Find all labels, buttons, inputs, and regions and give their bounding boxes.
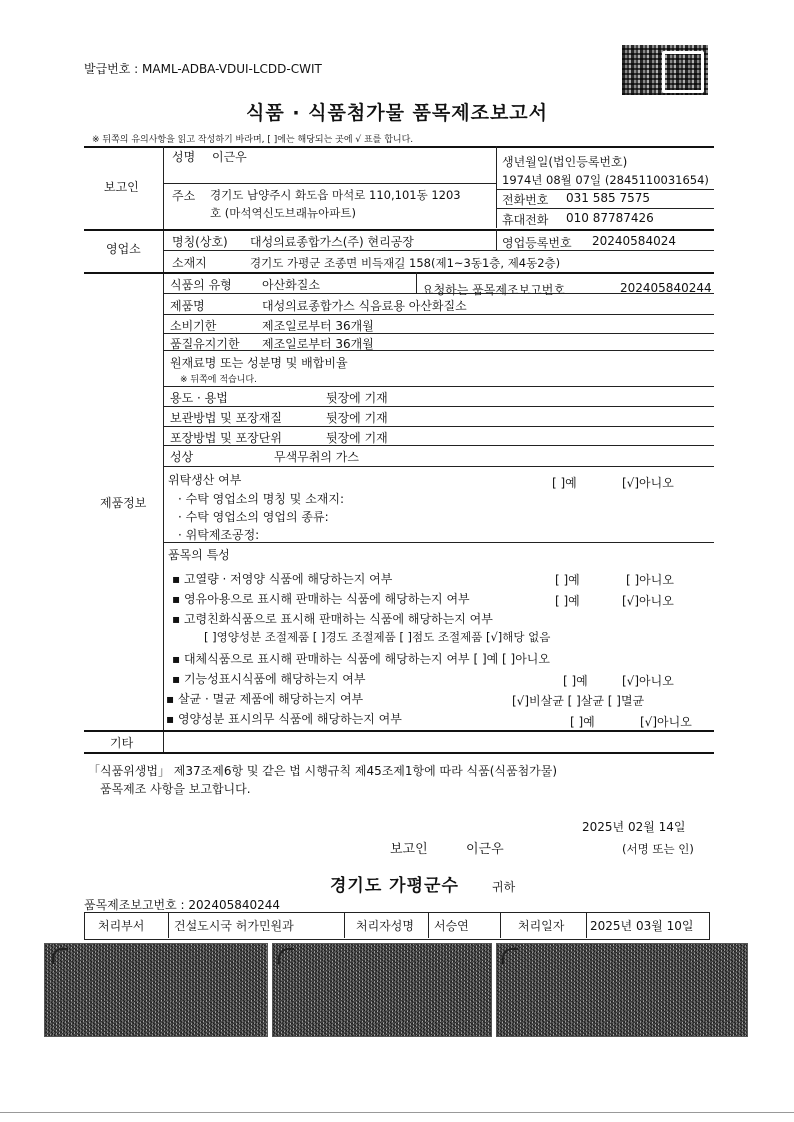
consignment-sub2: · 수탁 영업소의 영업의 종류: <box>178 510 329 524</box>
product-name-label: 제품명 <box>170 299 205 313</box>
corner-mark-3 <box>502 948 518 964</box>
prod-rule-3 <box>163 333 714 334</box>
security-pattern-3 <box>496 943 748 1037</box>
processing-date: 2025년 03월 10일 <box>590 919 694 933</box>
signer-name: 이근우 <box>466 842 504 857</box>
feature-infant: ▪ 영유아용으로 표시해 판매하는 식품에 해당하는지 여부 <box>172 592 470 606</box>
addressee-suffix: 귀하 <box>492 880 516 894</box>
issue-number: 발급번호 : MAML-ADBA-VDUI-LCDD-CWIT <box>84 62 322 76</box>
etc-label: 기타 <box>110 736 134 750</box>
type-divider <box>416 272 417 293</box>
section-rule-business <box>84 229 714 231</box>
use-label: 용도 · 용법 <box>170 391 228 405</box>
signer-label: 보고인 <box>390 842 428 857</box>
report-date: 2025년 02월 14일 <box>582 820 686 834</box>
storage-label: 보관방법 및 포장재질 <box>170 411 282 425</box>
phone-value: 031 585 7575 <box>566 191 650 205</box>
expiry-value: 제조일로부터 36개월 <box>262 319 374 333</box>
business-section-label: 영업소 <box>106 242 141 256</box>
business-row-rule <box>163 250 714 251</box>
consignment-yes: [ ]예 <box>552 476 577 490</box>
requested-number-value: 202405840244 <box>620 281 712 295</box>
processing-dept: 건설도시국 허가민원과 <box>174 919 294 933</box>
product-name-value: 대성의료종합가스 식음료용 아산화질소 <box>262 299 467 313</box>
address-line1: 경기도 남양주시 화도읍 마석로 110,101동 1203 <box>210 188 461 202</box>
statement-line2: 품목제조 사항을 보고합니다. <box>100 782 251 796</box>
processing-person-label: 처리자성명 <box>356 919 414 933</box>
business-name-label: 명칭(상호) <box>172 235 228 249</box>
quality-label: 품질유지기한 <box>170 337 240 351</box>
regno-value: 20240584024 <box>592 234 676 248</box>
location-value: 경기도 가평군 조종면 비득재길 158(제1~3동1층, 제4동2층) <box>250 256 561 270</box>
statement-line1: 「식품위생법」 제37조제6항 및 같은 법 시행규칙 제45조제1항에 따라 식품(식품첨가물) <box>88 764 558 778</box>
prod-rule-2 <box>163 314 714 315</box>
proc-div-1 <box>168 912 169 938</box>
signature-note: (서명 또는 인) <box>622 842 694 856</box>
page-title: 식품 · 식품첨가물 품목제조보고서 <box>246 102 549 124</box>
food-type-label: 식품의 유형 <box>170 278 232 292</box>
document-code-stamp <box>622 45 708 95</box>
features-label: 품목의 특성 <box>168 548 230 562</box>
corner-mark-1 <box>52 948 68 964</box>
food-type-value: 아산화질소 <box>262 278 320 292</box>
feature-sterilization: ▪ 살균 · 멸균 제품에 해당하는지 여부 <box>166 692 364 706</box>
use-value: 뒷장에 기재 <box>326 391 388 405</box>
requested-number-label: 요청하는 품목제조보고번호 <box>422 283 565 297</box>
property-value: 무색무취의 가스 <box>274 450 359 464</box>
mobile-value: 010 87787426 <box>566 211 654 225</box>
security-pattern-1 <box>44 943 268 1037</box>
feature-functional-yes: [ ]예 <box>563 674 588 688</box>
prod-rule-1 <box>163 293 714 294</box>
corner-mark-2 <box>278 948 294 964</box>
feature-nutrition-yes: [ ]예 <box>570 715 595 729</box>
consignment-label: 위탁생산 여부 <box>168 473 242 487</box>
reporter-divider <box>496 146 497 228</box>
location-label: 소재지 <box>172 256 207 270</box>
feature-infant-yes: [ ]예 <box>555 594 580 608</box>
section-rule-product <box>84 272 714 274</box>
prod-rule-4 <box>163 350 714 351</box>
proc-div-3 <box>428 912 429 938</box>
processing-date-label: 처리일자 <box>518 919 565 933</box>
feature-nutrition: ▪ 영양성분 표시의무 식품에 해당하는지 여부 <box>166 712 402 726</box>
regno-label: 영업등록번호 <box>502 236 572 250</box>
reporter-section-label: 보고인 <box>104 180 139 194</box>
reporter-name: 이근우 <box>212 150 247 164</box>
feature-high-calorie-yes: [ ]예 <box>555 573 580 587</box>
addressee: 경기도 가평군수 <box>330 876 459 896</box>
birth-value: 1974년 08월 07일 (2845110031654) <box>502 173 709 187</box>
mobile-row-rule <box>496 208 714 209</box>
mobile-label: 휴대전화 <box>502 213 549 227</box>
proc-div-4 <box>500 912 501 938</box>
address-label: 주소 <box>172 189 196 203</box>
packing-label: 포장방법 및 포장단위 <box>170 431 282 445</box>
table-label-divider <box>163 146 164 752</box>
business-name: 대성의료종합가스(주) 현리공장 <box>250 235 414 249</box>
consignment-no: [√]아니오 <box>622 476 674 490</box>
expiry-label: 소비기한 <box>170 319 217 333</box>
property-label: 성상 <box>170 450 194 464</box>
prod-rule-8 <box>163 445 714 446</box>
phone-row-rule <box>496 189 714 190</box>
ingredients-label: 원재료명 또는 성분명 및 배합비율 <box>170 356 348 370</box>
feature-functional: ▪ 기능성표시식품에 해당하는지 여부 <box>172 672 366 686</box>
reporter-row-rule <box>163 183 497 184</box>
feature-functional-no: [√]아니오 <box>622 674 674 688</box>
storage-value: 뒷장에 기재 <box>326 411 388 425</box>
proc-div-2 <box>344 912 345 938</box>
processing-dept-label: 처리부서 <box>98 919 145 933</box>
feature-high-calorie-no: [ ]아니오 <box>626 573 674 587</box>
prod-rule-6 <box>163 406 714 407</box>
table-bottom-rule <box>84 752 714 754</box>
prod-rule-9 <box>163 466 714 467</box>
quality-value: 제조일로부터 36개월 <box>262 337 374 351</box>
prod-rule-7 <box>163 426 714 427</box>
ingredients-note: ※ 뒤쪽에 적습니다. <box>180 375 257 385</box>
feature-senior: ▪ 고령친화식품으로 표시해 판매하는 식품에 해당하는지 여부 <box>172 612 493 626</box>
feature-sterilization-options: [√]비살균 [ ]살균 [ ]멸균 <box>512 694 645 708</box>
prod-rule-5 <box>163 386 714 387</box>
address-line2: 호 (마석역신도브래뉴아파트) <box>210 206 356 220</box>
consignment-sub1: · 수탁 영업소의 명칭 및 소재지: <box>178 492 345 506</box>
report-number: 품목제조보고번호 : 202405840244 <box>84 898 281 912</box>
notice-text: ※ 뒤쪽의 유의사항을 읽고 작성하기 바라며, [ ]에는 해당되는 곳에 √ 표를 합니다. <box>92 135 414 145</box>
processing-person: 서승연 <box>434 919 469 933</box>
phone-label: 전화번호 <box>502 193 549 207</box>
feature-alternative: ▪ 대체식품으로 표시해 판매하는 식품에 해당하는지 여부 [ ]예 [ ]아니오 <box>172 652 550 666</box>
scan-edge-line <box>0 1112 794 1113</box>
proc-div-5 <box>586 912 587 938</box>
feature-nutrition-no: [√]아니오 <box>640 715 692 729</box>
product-section-label: 제품정보 <box>100 496 147 510</box>
feature-senior-options: [ ]영양성분 조절제품 [ ]경도 조절제품 [ ]점도 조절제품 [√]해당 없음 <box>204 630 551 644</box>
birth-label: 생년월일(법인등록번호) <box>502 155 628 169</box>
consignment-sub3: · 위탁제조공정: <box>178 528 260 542</box>
section-rule-etc <box>84 730 714 732</box>
prod-rule-10 <box>163 542 714 543</box>
feature-high-calorie: ▪ 고열량 · 저영양 식품에 해당하는지 여부 <box>172 572 393 586</box>
packing-value: 뒷장에 기재 <box>326 431 388 445</box>
security-pattern-2 <box>272 943 492 1037</box>
business-divider <box>496 229 497 250</box>
feature-infant-no: [√]아니오 <box>622 594 674 608</box>
reporter-name-label: 성명 <box>172 150 196 164</box>
